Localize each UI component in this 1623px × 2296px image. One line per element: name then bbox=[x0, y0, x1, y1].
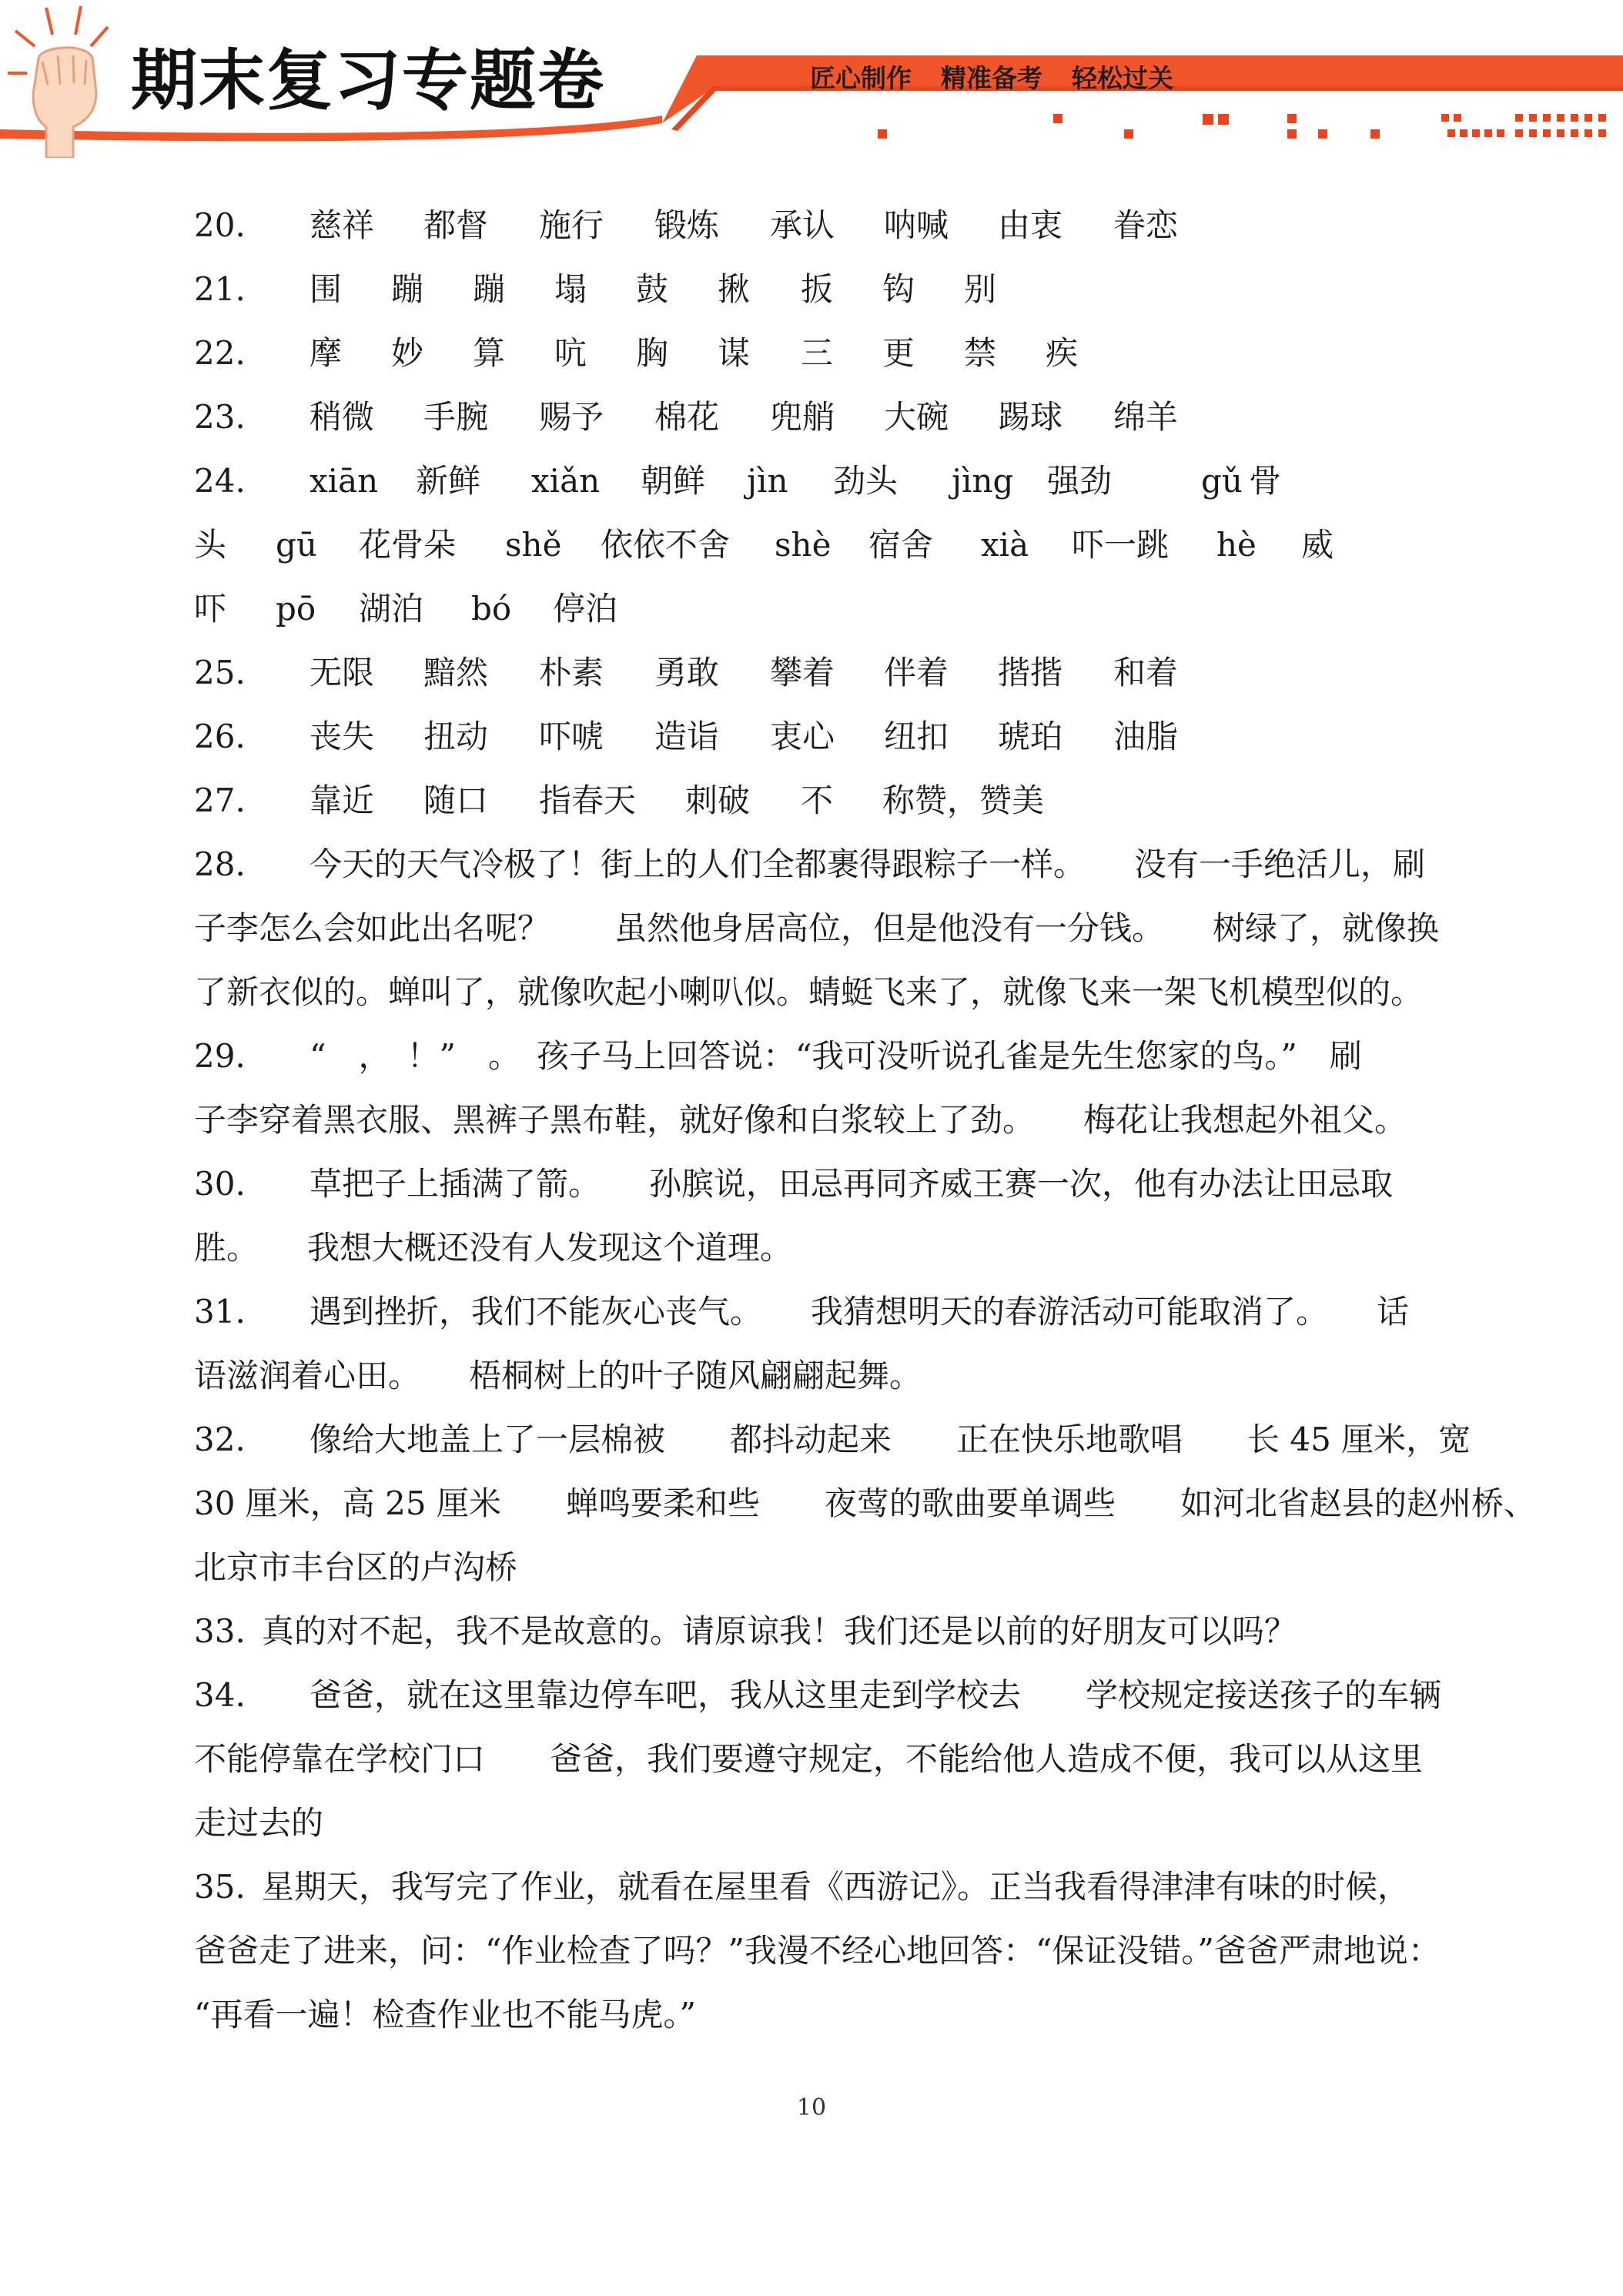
answer-text: 走过去的 bbox=[194, 1804, 324, 1842]
answer-word: 谋 bbox=[718, 334, 751, 372]
answer-word: 新鲜 bbox=[416, 462, 481, 500]
slogan-2: 精准备考 bbox=[941, 63, 1042, 93]
item-number: 26. bbox=[194, 718, 246, 755]
answer-word: 疾 bbox=[1046, 334, 1079, 372]
item-number: 23. bbox=[194, 398, 246, 436]
answer-word: 头 bbox=[194, 526, 227, 564]
answer-word: 和着 bbox=[1113, 654, 1179, 691]
answer-word: gǔ bbox=[1201, 462, 1243, 500]
answer-word: 三 bbox=[801, 334, 834, 372]
answer-word: pō bbox=[276, 590, 316, 628]
item-number: 21. bbox=[194, 270, 246, 308]
item-number: 30. bbox=[194, 1165, 246, 1203]
answer-word: 不 bbox=[801, 782, 834, 819]
answer-word: 攀着 bbox=[770, 654, 835, 691]
answer-word: 油脂 bbox=[1113, 718, 1179, 755]
page-header bbox=[0, 0, 1623, 162]
answer-word: 眷恋 bbox=[1113, 206, 1179, 244]
item-number: 28. bbox=[194, 845, 246, 883]
answer-word: 朝鲜 bbox=[641, 462, 706, 500]
answer-word: 兜艄 bbox=[770, 398, 835, 436]
answer-text: 胜。 我想大概还没有人发现这个道理。 bbox=[194, 1229, 793, 1267]
answer-word: 禁 bbox=[964, 334, 997, 372]
answer-word: 依依不舍 bbox=[601, 526, 731, 564]
answer-word: shě bbox=[505, 526, 562, 564]
answer-word: 强劲 bbox=[1047, 462, 1113, 500]
answer-text: 30 厘米，高 25 厘米 蝉鸣要柔和些 夜莺的歌曲要单调些 如河北省赵县的赵州桥、 bbox=[194, 1484, 1536, 1522]
answer-word: 伴着 bbox=[884, 654, 949, 691]
answer-word: 算 bbox=[473, 334, 506, 372]
answer-text: 爸爸，就在这里靠边停车吧，我从这里走到学校去 学校规定接送孩子的车辆 bbox=[310, 1676, 1442, 1714]
answer-word: 稍微 bbox=[310, 398, 375, 436]
answer-word: 朴素 bbox=[539, 654, 604, 691]
answer-word: 胸 bbox=[636, 334, 669, 372]
answer-word: 承认 bbox=[770, 206, 835, 244]
answer-word: 摩 bbox=[310, 334, 343, 372]
answer-word: 琥珀 bbox=[998, 718, 1063, 755]
item-number: 22. bbox=[194, 334, 246, 372]
answer-word: 蹦 bbox=[391, 270, 424, 308]
item-number: 29. bbox=[194, 1037, 246, 1075]
item-number: 27. bbox=[194, 782, 246, 819]
slogan-1: 匠心制作 bbox=[810, 63, 912, 93]
answer-word: 靠近 bbox=[310, 782, 375, 819]
answer-text: “再看一遍！检查作业也不能马虎。” bbox=[194, 1996, 696, 2033]
item-number: 32. bbox=[194, 1421, 246, 1458]
answer-word: 称赞，赞美 bbox=[882, 782, 1045, 819]
answer-text: 真的对不起，我不是故意的。请原谅我！我们还是以前的好朋友可以吗？ bbox=[262, 1612, 1297, 1650]
answer-word: 纽扣 bbox=[884, 718, 949, 755]
answer-text: 不能停靠在学校门口 爸爸，我们要遵守规定，不能给他人造成不便，我可以从这里 bbox=[194, 1740, 1424, 1778]
answer-text: 今天的天气冷极了！街上的人们全都裹得跟粽子一样。 没有一手绝活儿，刷 bbox=[310, 845, 1426, 883]
answer-word: shè bbox=[775, 526, 832, 564]
answer-word: 指春天 bbox=[539, 782, 637, 819]
answer-text: 爸爸走了进来，问：“作业检查了吗？”我漫不经心地回答：“保证没错。”爸爸严肃地说： bbox=[194, 1932, 1441, 1970]
answer-text: 北京市丰台区的卢沟桥 bbox=[194, 1548, 518, 1586]
answer-word: 由衷 bbox=[998, 206, 1063, 244]
answer-word: 造诣 bbox=[654, 718, 720, 755]
answer-word: 停泊 bbox=[553, 590, 618, 628]
answer-word: 围 bbox=[310, 270, 343, 308]
answer-word: 随口 bbox=[423, 782, 489, 819]
answer-word: 湖泊 bbox=[359, 590, 424, 628]
answer-word: 丧失 bbox=[310, 718, 375, 755]
answer-word: 鼓 bbox=[636, 270, 669, 308]
item-number: 34. bbox=[194, 1676, 246, 1714]
answer-word: 锻炼 bbox=[654, 206, 720, 244]
answer-text: 遇到挫折，我们不能灰心丧气。 我猜想明天的春游活动可能取消了。 话 bbox=[310, 1293, 1410, 1330]
page-title: 期末复习专题卷 bbox=[131, 42, 605, 119]
answer-word: 吭 bbox=[554, 334, 587, 372]
answer-word: 无限 bbox=[310, 654, 375, 691]
answer-word: 揪 bbox=[718, 270, 751, 308]
answer-word: 花骨朵 bbox=[359, 526, 457, 564]
item-number: 35. bbox=[194, 1868, 246, 1906]
item-number: 33. bbox=[194, 1612, 246, 1650]
answer-text: “ ， ！” 。 孩子马上回答说：“我可没听说孔雀是先生您家的鸟。” 刷 bbox=[310, 1037, 1362, 1075]
answer-word: 绵羊 bbox=[1113, 398, 1179, 436]
answer-word: 踢球 bbox=[998, 398, 1063, 436]
answer-word: jìn bbox=[747, 462, 788, 500]
answer-word: 蹦 bbox=[473, 270, 506, 308]
answer-word: 骨 bbox=[1249, 462, 1282, 500]
answer-word: 都督 bbox=[423, 206, 489, 244]
answer-word: 赐予 bbox=[539, 398, 604, 436]
answer-word: 衷心 bbox=[770, 718, 835, 755]
answer-word: 慈祥 bbox=[310, 206, 375, 244]
answer-text: 子李穿着黑衣服、黑裤子黑布鞋，就好像和白浆较上了劲。 梅花让我想起外祖父。 bbox=[194, 1101, 1407, 1139]
answer-word: 吓唬 bbox=[539, 718, 604, 755]
answer-word: 大碗 bbox=[884, 398, 949, 436]
answer-word: 宿舍 bbox=[868, 526, 934, 564]
answer-word: 勇敢 bbox=[654, 654, 720, 691]
answer-word: 呐喊 bbox=[884, 206, 949, 244]
answer-word: 黯然 bbox=[423, 654, 489, 691]
answer-word: jìng bbox=[952, 462, 1014, 500]
answer-text: 了新衣似的。蝉叫了，就像吹起小喇叭似。蜻蜓飞来了，就像飞来一架飞机模型似的。 bbox=[194, 973, 1424, 1011]
answer-word: hè bbox=[1216, 526, 1257, 564]
answer-word: 吓一跳 bbox=[1072, 526, 1170, 564]
answer-word: xiān bbox=[310, 462, 379, 500]
answer-word: 钩 bbox=[882, 270, 915, 308]
answer-word: 吓 bbox=[194, 590, 227, 628]
answer-word: bó bbox=[471, 590, 512, 628]
answer-word: 更 bbox=[882, 334, 915, 372]
answer-text: 草把子上插满了箭。 孙膑说，田忌再同齐威王赛一次，他有办法让田忌取 bbox=[310, 1165, 1394, 1203]
answer-word: 揩揩 bbox=[998, 654, 1063, 691]
answer-word: 别 bbox=[964, 270, 997, 308]
answer-word: 扭动 bbox=[423, 718, 489, 755]
answer-word: xià bbox=[981, 526, 1029, 564]
answer-word: xiǎn bbox=[531, 462, 601, 500]
item-number: 20. bbox=[194, 206, 246, 244]
page-number: 10 bbox=[796, 2094, 827, 2121]
hand-fist-icon bbox=[0, 0, 123, 158]
header-slogan bbox=[810, 59, 1203, 95]
answer-text: 子李怎么会如此出名呢？ 虽然他身居高位，但是他没有一分钱。 树绿了，就像换 bbox=[194, 909, 1440, 947]
answer-word: 刺破 bbox=[685, 782, 751, 819]
answer-text: 星期天，我写完了作业，就看在屋里看《西游记》。正当我看得津津有味的时候， bbox=[262, 1868, 1411, 1906]
slogan-3: 轻松过关 bbox=[1072, 63, 1173, 93]
answer-word: 劲头 bbox=[833, 462, 899, 500]
answer-word: 手腕 bbox=[423, 398, 489, 436]
answer-word: 威 bbox=[1301, 526, 1334, 564]
answer-word: gū bbox=[276, 526, 317, 564]
item-number: 24. bbox=[194, 462, 246, 500]
answer-text: 语滋润着心田。 梧桐树上的叶子随风翩翩起舞。 bbox=[194, 1357, 922, 1394]
item-number: 31. bbox=[194, 1293, 246, 1330]
answer-word: 扳 bbox=[801, 270, 834, 308]
answer-word: 施行 bbox=[539, 206, 604, 244]
item-number: 25. bbox=[194, 654, 246, 691]
answer-word: 塌 bbox=[554, 270, 587, 308]
answer-word: 棉花 bbox=[654, 398, 720, 436]
answer-word: 妙 bbox=[391, 334, 424, 372]
answer-text: 像给大地盖上了一层棉被 都抖动起来 正在快乐地歌唱 长 45 厘米，宽 bbox=[310, 1421, 1471, 1458]
